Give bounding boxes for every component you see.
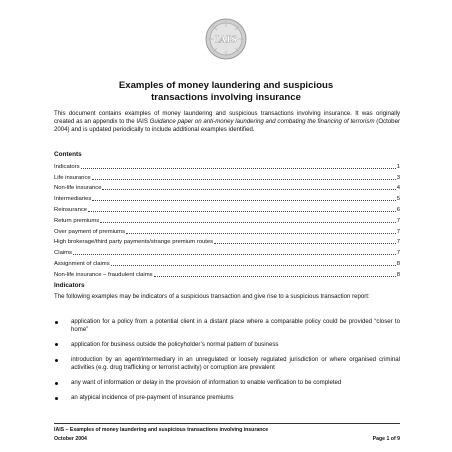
toc-entry-over-payment[interactable] xyxy=(54,225,400,236)
bullet-icon xyxy=(55,321,58,324)
document-title xyxy=(60,80,392,104)
toc-leader-dots xyxy=(154,275,396,277)
toc-leader-dots xyxy=(73,253,396,255)
toc-entry-reinsurance[interactable] xyxy=(54,203,400,214)
bullet-text: application for business outside the policyholder’s normal pattern of business xyxy=(71,340,279,348)
toc-page-number: 7 xyxy=(396,228,400,235)
toc-entry-life-insurance[interactable] xyxy=(54,171,400,182)
title-line-1: Examples of money laundering and suspicious xyxy=(118,80,334,91)
toc-label: Claims xyxy=(54,250,72,257)
toc-leader-dots xyxy=(102,188,395,190)
toc-leader-dots xyxy=(214,242,396,244)
toc-leader-dots xyxy=(92,199,395,201)
list-item xyxy=(54,356,400,372)
toc-label: Non-life insurance – fraudulent claims xyxy=(54,271,153,278)
bullet-icon xyxy=(55,382,58,385)
indicators-list xyxy=(54,318,400,410)
toc-page-number: 3 xyxy=(396,174,400,181)
toc-label: Assignment of claims xyxy=(54,260,110,267)
toc-entry-intermediaries[interactable] xyxy=(54,192,400,203)
intro-paragraph xyxy=(54,110,400,133)
toc-label: Reinsurance xyxy=(54,206,88,213)
toc-leader-dots xyxy=(81,167,396,169)
toc-label: High brokerage/third party payments/strange premium routes xyxy=(54,239,214,246)
toc-label: Intermediaries xyxy=(54,196,92,203)
toc-label: Indicators xyxy=(54,163,80,170)
bullet-text: an atypical incidence of pre-payment of insurance premiums xyxy=(71,394,234,402)
toc-page-number: 8 xyxy=(396,260,400,267)
intro-text-2: (October 2004) and is updated periodically to include additional examples identified. xyxy=(54,117,400,133)
toc-label: Return premiums xyxy=(54,217,100,224)
toc-label: Non-life insurance xyxy=(54,185,102,192)
contents-heading: Contents xyxy=(54,151,82,158)
title-line-2: transactions involving insurance xyxy=(151,92,301,103)
toc-page-number: 1 xyxy=(396,163,400,170)
footer-divider xyxy=(54,423,400,424)
intro-guidance-title: Guidance paper on anti-money laundering and combating the financing of terrorism xyxy=(149,117,375,125)
toc-leader-dots xyxy=(111,264,396,266)
toc-entry-non-life-insurance[interactable] xyxy=(54,182,400,193)
bullet-text: any want of information or delay in the provision of information to enable verification to be completed xyxy=(71,379,342,387)
toc-page-number: 6 xyxy=(396,206,400,213)
toc-leader-dots xyxy=(92,178,396,180)
toc-entry-claims[interactable] xyxy=(54,246,400,257)
toc-entry-indicators[interactable] xyxy=(54,160,400,171)
toc-entry-assignment-of-claims[interactable] xyxy=(54,257,400,268)
iais-seal-icon xyxy=(205,18,247,60)
toc-leader-dots xyxy=(88,210,396,212)
toc-page-number: 7 xyxy=(396,239,400,246)
toc-leader-dots xyxy=(100,221,396,223)
toc-page-number: 4 xyxy=(396,185,400,192)
logo-text: IAIS xyxy=(215,35,237,46)
indicators-heading: Indicators xyxy=(54,282,85,289)
table-of-contents xyxy=(54,160,400,279)
toc-entry-high-brokerage[interactable] xyxy=(54,236,400,247)
footer-document-title: IAIS – Examples of money laundering and suspicious transactions involving insurance xyxy=(54,427,269,433)
list-item xyxy=(54,379,400,387)
toc-page-number: 7 xyxy=(396,250,400,257)
toc-leader-dots xyxy=(126,232,396,234)
list-item xyxy=(54,394,400,402)
list-item xyxy=(54,341,400,349)
footer-page-number: Page 1 of 9 xyxy=(372,436,400,442)
indicators-intro: The following examples may be indicators of a suspicious transaction and give rise to a suspicious transaction report: xyxy=(54,293,370,300)
list-item xyxy=(54,318,400,334)
toc-entry-fraudulent-claims[interactable] xyxy=(54,268,400,279)
toc-page-number: 8 xyxy=(396,271,400,278)
toc-label: Life insurance xyxy=(54,174,91,181)
bullet-icon xyxy=(55,397,58,400)
bullet-text: application for a policy from a potential client in a distant place where a comparable policy could be provided “closer to home” xyxy=(71,318,400,333)
toc-entry-return-premiums[interactable] xyxy=(54,214,400,225)
footer-date: October 2004 xyxy=(54,436,87,442)
toc-label: Over payment of premiums xyxy=(54,228,126,235)
iais-logo xyxy=(205,18,247,60)
bullet-icon xyxy=(55,359,58,362)
toc-page-number: 7 xyxy=(396,217,400,224)
bullet-text: introduction by an agent/intermediary in an unregulated or loosely regulated jurisdiction or where organised criminal activities (e.g. drug trafficking or terrorist activity) or corruption are prevalent xyxy=(71,356,400,371)
toc-page-number: 5 xyxy=(396,196,400,203)
bullet-icon xyxy=(55,343,58,346)
intro-text-1: This document contains examples of money laundering and suspicious transactions involving insurance. It was originally created as an appendix to the IAIS xyxy=(54,110,400,125)
